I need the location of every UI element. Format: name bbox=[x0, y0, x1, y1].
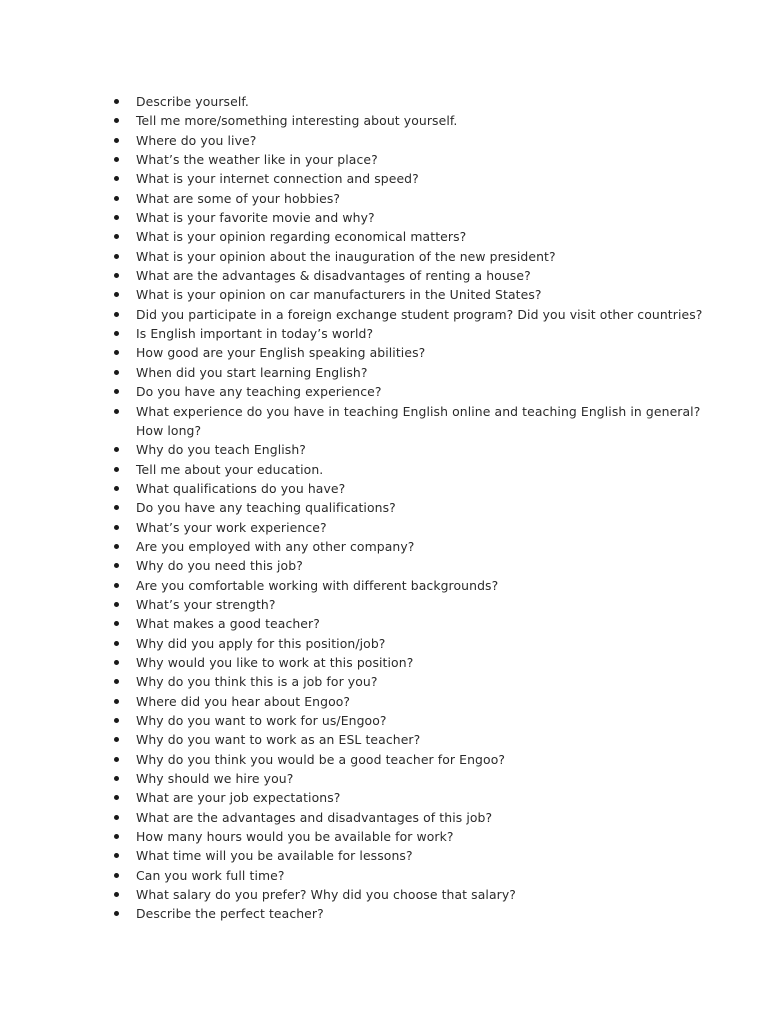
list-item: What time will you be available for lessons? bbox=[112, 846, 712, 865]
list-item: What is your opinion about the inauguration of the new president? bbox=[112, 247, 712, 266]
list-item: Are you comfortable working with different backgrounds? bbox=[112, 576, 712, 595]
list-item: What is your opinion on car manufacturers in the United States? bbox=[112, 285, 712, 304]
list-item: Why do you want to work for us/Engoo? bbox=[112, 711, 712, 730]
question-list bbox=[112, 92, 712, 924]
list-item: What’s your work experience? bbox=[112, 518, 712, 537]
list-item: How good are your English speaking abilities? bbox=[112, 343, 712, 362]
list-item: Tell me about your education. bbox=[112, 460, 712, 479]
list-item: Why do you teach English? bbox=[112, 440, 712, 459]
list-item: Why would you like to work at this position? bbox=[112, 653, 712, 672]
list-item: Why did you apply for this position/job? bbox=[112, 634, 712, 653]
list-item: What qualifications do you have? bbox=[112, 479, 712, 498]
list-item: Are you employed with any other company? bbox=[112, 537, 712, 556]
list-item: Is English important in today’s world? bbox=[112, 324, 712, 343]
list-item: What experience do you have in teaching English online and teaching English in general? How long? bbox=[112, 402, 712, 441]
list-item: Do you have any teaching experience? bbox=[112, 382, 712, 401]
list-item: Describe the perfect teacher? bbox=[112, 904, 712, 923]
list-item: What are some of your hobbies? bbox=[112, 189, 712, 208]
list-item: What are your job expectations? bbox=[112, 788, 712, 807]
list-item: Why do you want to work as an ESL teacher? bbox=[112, 730, 712, 749]
list-item: Where do you live? bbox=[112, 131, 712, 150]
list-item: What is your internet connection and speed? bbox=[112, 169, 712, 188]
list-item: Can you work full time? bbox=[112, 866, 712, 885]
list-item: Describe yourself. bbox=[112, 92, 712, 111]
list-item: Why do you think this is a job for you? bbox=[112, 672, 712, 691]
list-item: What is your favorite movie and why? bbox=[112, 208, 712, 227]
list-item: What makes a good teacher? bbox=[112, 614, 712, 633]
list-item: What is your opinion regarding economical matters? bbox=[112, 227, 712, 246]
list-item: How many hours would you be available for work? bbox=[112, 827, 712, 846]
list-item: What’s your strength? bbox=[112, 595, 712, 614]
list-item: Did you participate in a foreign exchange student program? Did you visit other countries? bbox=[112, 305, 712, 324]
list-item: What’s the weather like in your place? bbox=[112, 150, 712, 169]
list-item: Tell me more/something interesting about yourself. bbox=[112, 111, 712, 130]
list-item: What are the advantages & disadvantages of renting a house? bbox=[112, 266, 712, 285]
list-item: Why should we hire you? bbox=[112, 769, 712, 788]
list-item: Why do you need this job? bbox=[112, 556, 712, 575]
list-item: What are the advantages and disadvantages of this job? bbox=[112, 808, 712, 827]
list-item: Where did you hear about Engoo? bbox=[112, 692, 712, 711]
list-item: Do you have any teaching qualifications? bbox=[112, 498, 712, 517]
list-item: When did you start learning English? bbox=[112, 363, 712, 382]
list-item: What salary do you prefer? Why did you choose that salary? bbox=[112, 885, 712, 904]
list-item: Why do you think you would be a good teacher for Engoo? bbox=[112, 750, 712, 769]
